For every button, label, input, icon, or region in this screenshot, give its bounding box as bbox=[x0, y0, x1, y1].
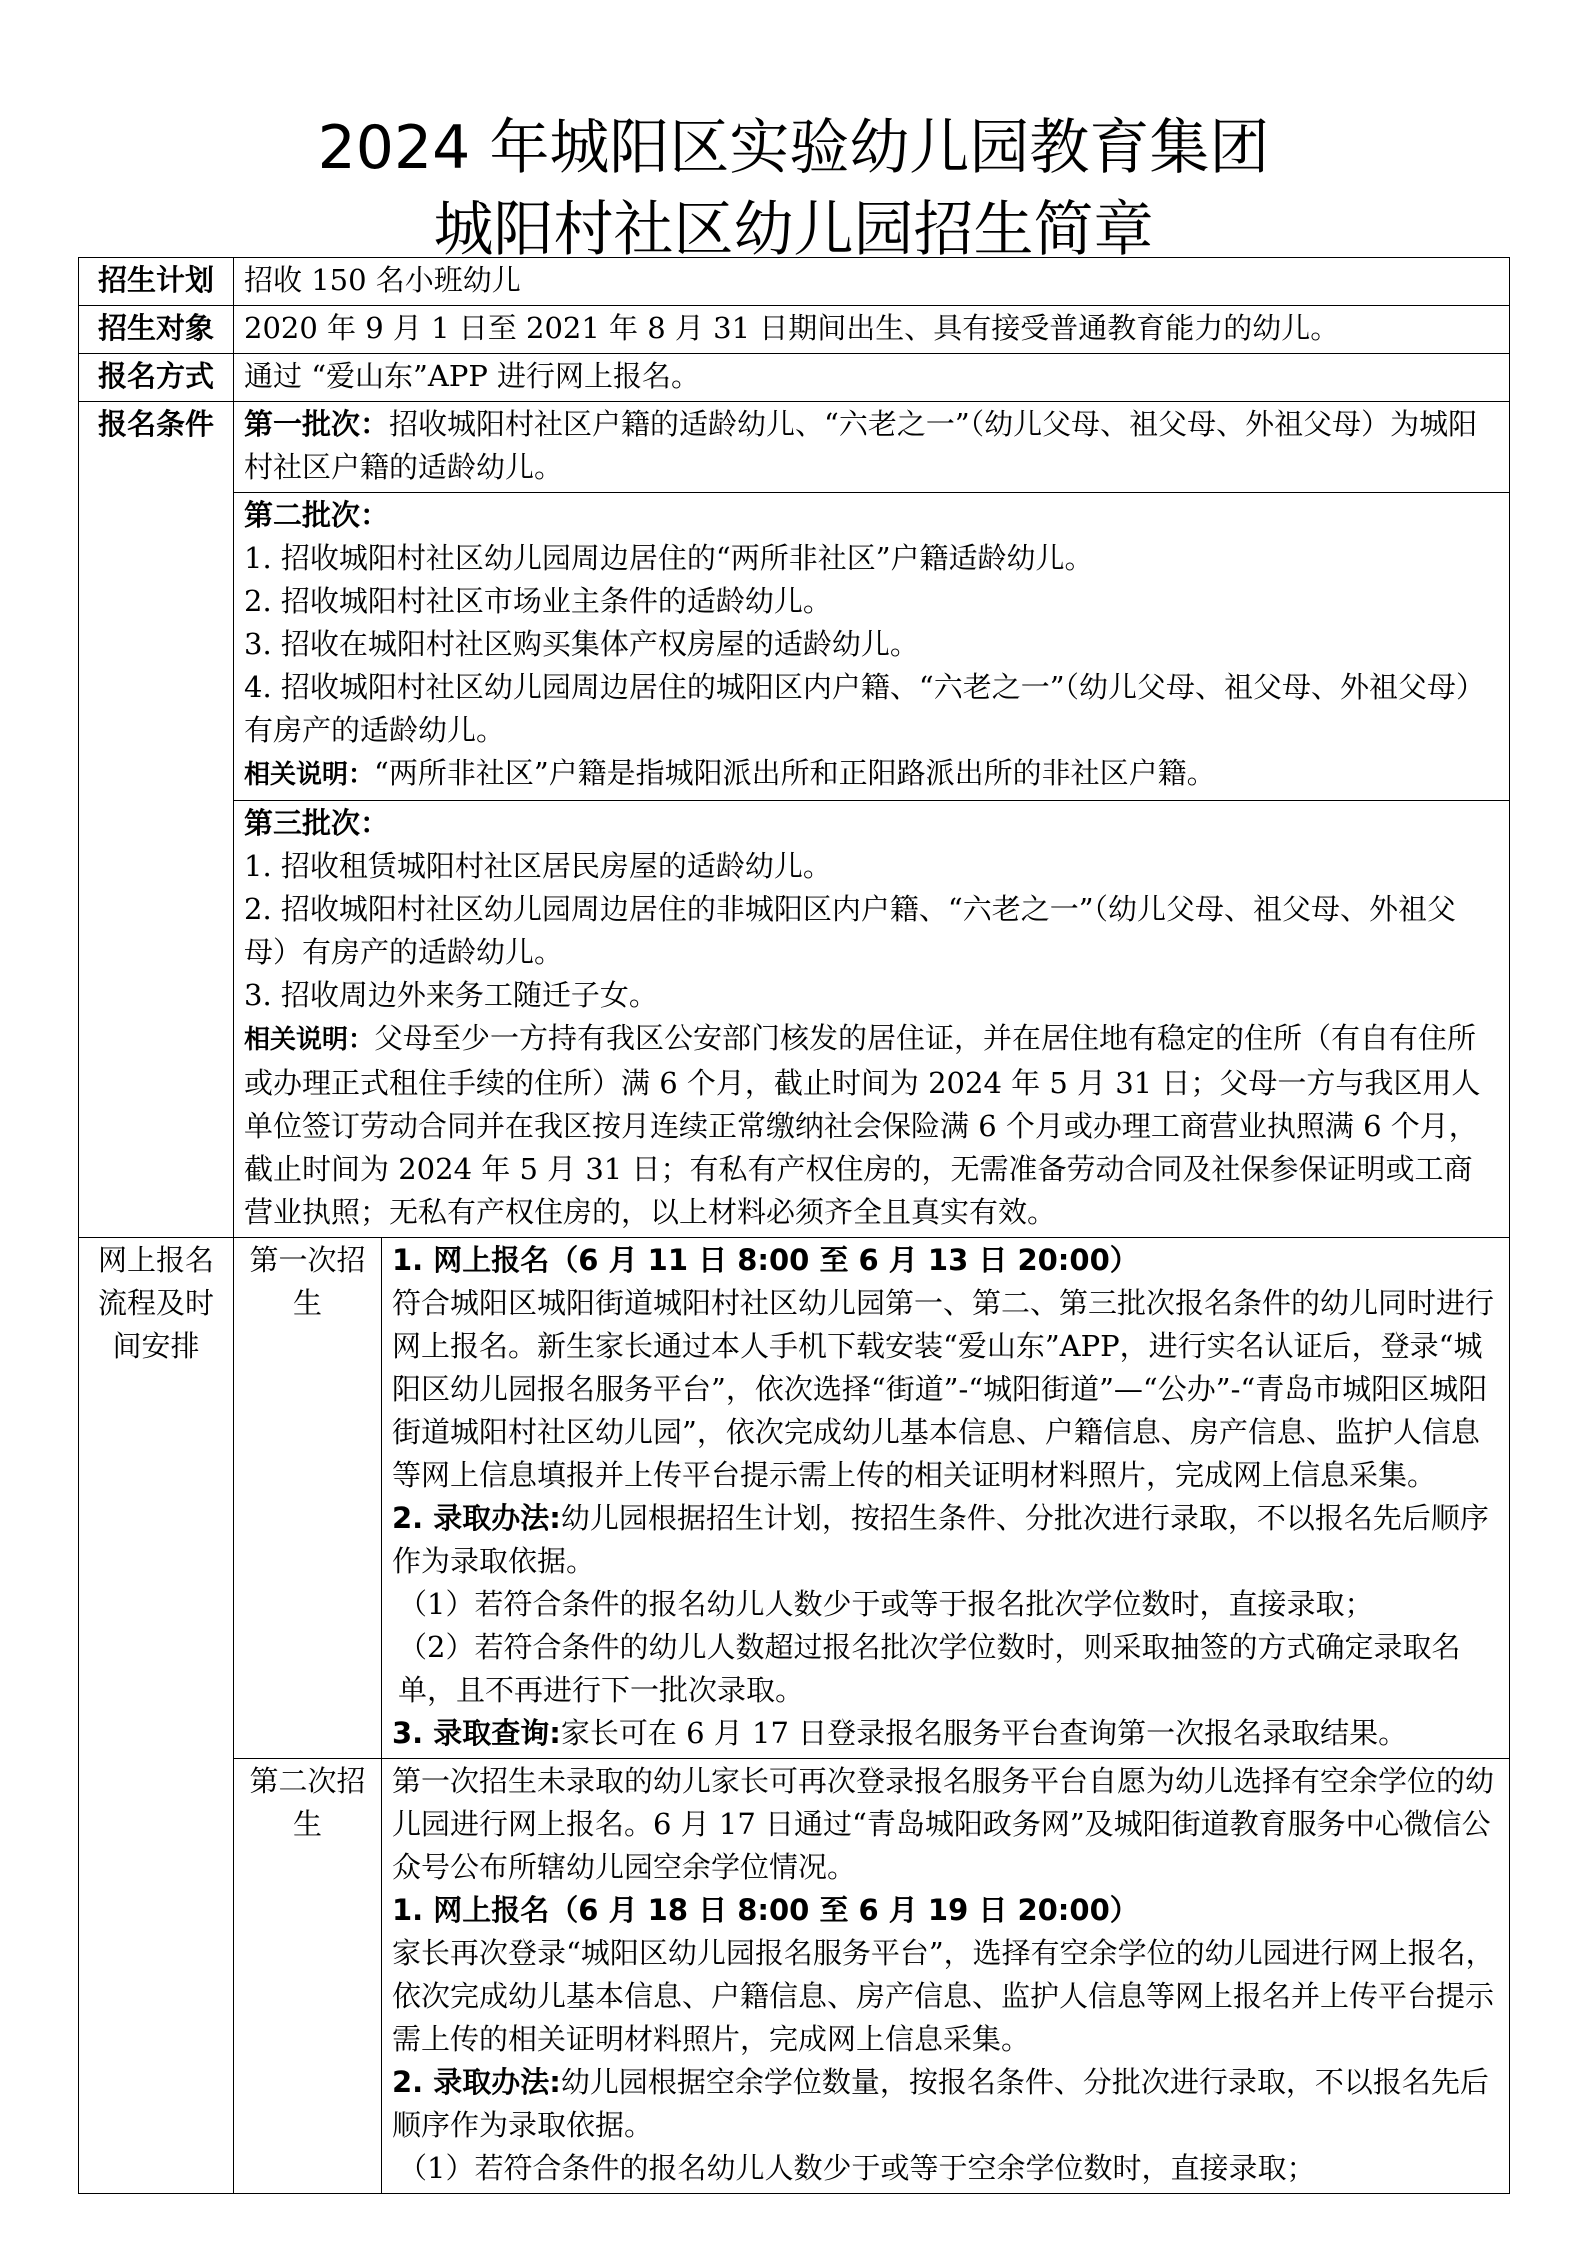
batch2-item: 2. 招收城阳村社区市场业主条件的适龄幼儿。 bbox=[244, 584, 832, 618]
row-batch1 bbox=[79, 402, 1510, 493]
batch2-heading: 第二批次： bbox=[244, 498, 390, 532]
batch2-note: “两所非社区”户籍是指城阳派出所和正阳路派出所的非社区户籍。 bbox=[374, 756, 1216, 790]
second-step1-text: 家长再次登录“城阳区幼儿园报名服务平台”，选择有空余学位的幼儿园进行网上报名，依次完成幼儿基本信息、户籍信息、房产信息、监护人信息等网上报名并上传平台提示需上传的相关证明材料照片，完成网上信息采集。 bbox=[392, 1936, 1495, 2056]
first-enrollment-label: 第一次招生 bbox=[234, 1238, 382, 1759]
row-method bbox=[79, 354, 1510, 402]
batch2-cell bbox=[234, 493, 1510, 801]
batch3-heading: 第三批次： bbox=[244, 806, 390, 840]
row-second-enrollment bbox=[79, 1759, 1510, 2194]
second-step2-text: 幼儿园根据空余学位数量，按报名条件、分批次进行录取，不以报名先后顺序作为录取依据。 bbox=[392, 2065, 1489, 2142]
batch2-note-label: 相关说明： bbox=[244, 760, 375, 790]
conditions-label: 报名条件 bbox=[79, 402, 234, 1238]
method-label: 报名方式 bbox=[79, 354, 234, 402]
plan-text: 招收 150 名小班幼儿 bbox=[234, 258, 1510, 306]
batch3-cell bbox=[234, 801, 1510, 1238]
batch3-item: 3. 招收周边外来务工随迁子女。 bbox=[244, 978, 658, 1012]
row-first-enrollment bbox=[79, 1238, 1510, 1759]
document-title-line1: 2024 年城阳区实验幼儿园教育集团 bbox=[317, 113, 1270, 183]
batch1-heading: 第一批次： bbox=[244, 407, 390, 441]
first-step2-text: 幼儿园根据招生计划，按招生条件、分批次进行录取，不以报名先后顺序作为录取依据。 bbox=[392, 1501, 1489, 1578]
admission-table bbox=[78, 257, 1510, 2194]
batch2-item: 4. 招收城阳村社区幼儿园周边居住的城阳区内户籍、“六老之一”（幼儿父母、祖父母、外祖父母）有房产的适龄幼儿。 bbox=[244, 670, 1486, 747]
first-step2-item2: （2）若符合条件的幼儿人数超过报名批次学位数时，则采取抽签的方式确定录取名单，且不再进行下一批次录取。 bbox=[398, 1630, 1461, 1707]
first-enrollment-cell bbox=[382, 1238, 1510, 1759]
batch1-cell bbox=[234, 402, 1510, 493]
row-batch3 bbox=[79, 801, 1510, 1238]
batch3-note: 父母至少一方持有我区公安部门核发的居住证，并在居住地有稳定的住所（有自有住所或办理正式租住手续的住所）满 6 个月，截止时间为 2024 年 5 月 31 日；父母一方与我区用人单位签订劳动合同并在我区按月连续正常缴纳社会保险满 6 个月或办理工商营业执照满 6 个月，截止时间为 2024 年 5 月 31 日；有私有产权住房的，无需准备劳动合同及社保参保证明或工商营业执照；无私有产权住房的，以上材料必须齐全且真实有效。 bbox=[244, 1021, 1481, 1229]
document-title-line2: 城阳村社区幼儿园招生简章 bbox=[433, 195, 1154, 265]
second-enrollment-cell bbox=[382, 1759, 1510, 2194]
row-batch2 bbox=[79, 493, 1510, 801]
batch2-item: 3. 招收在城阳村社区购买集体产权房屋的适龄幼儿。 bbox=[244, 627, 919, 661]
first-step2-item1: （1）若符合条件的报名幼儿人数少于或等于报名批次学位数时，直接录取； bbox=[398, 1587, 1374, 1621]
first-step3-text: 家长可在 6 月 17 日登录报名服务平台查询第一次报名录取结果。 bbox=[560, 1716, 1408, 1750]
plan-label: 招生计划 bbox=[79, 258, 234, 306]
target-text: 2020 年 9 月 1 日至 2021 年 8 月 31 日期间出生、具有接受普通教育能力的幼儿。 bbox=[234, 306, 1510, 354]
batch3-item: 2. 招收城阳村社区幼儿园周边居住的非城阳区内户籍、“六老之一”（幼儿父母、祖父母、外祖父母）有房产的适龄幼儿。 bbox=[244, 892, 1457, 969]
batch1-text: 招收城阳村社区户籍的适龄幼儿、“六老之一”（幼儿父母、祖父母、外祖父母）为城阳村社区户籍的适龄幼儿。 bbox=[244, 407, 1478, 484]
second-step2-label: 2. 录取办法: bbox=[392, 2065, 561, 2099]
first-step3-label: 3. 录取查询: bbox=[392, 1716, 561, 1750]
second-step2-item1: （1）若符合条件的报名幼儿人数少于或等于空余学位数时，直接录取； bbox=[398, 2151, 1316, 2185]
second-intro: 第一次招生未录取的幼儿家长可再次登录报名服务平台自愿为幼儿选择有空余学位的幼儿园进行网上报名。6 月 17 日通过“青岛城阳政务网”及城阳街道教育服务中心微信公众号公布所辖幼儿园空余学位情况。 bbox=[392, 1764, 1495, 1884]
first-step2-label: 2. 录取办法: bbox=[392, 1501, 561, 1535]
row-target bbox=[79, 306, 1510, 354]
first-step1-text: 符合城阳区城阳街道城阳村社区幼儿园第一、第二、第三批次报名条件的幼儿同时进行网上报名。新生家长通过本人手机下载安装“爱山东”APP，进行实名认证后，登录“城阳区幼儿园报名服务平台”，依次选择“街道”-“城阳街道”—“公办”-“青岛市城阳区城阳街道城阳村社区幼儿园”，依次完成幼儿基本信息、户籍信息、房产信息、监护人信息等网上信息填报并上传平台提示需上传的相关证明材料照片，完成网上信息采集。 bbox=[392, 1286, 1495, 1492]
batch3-item: 1. 招收租赁城阳村社区居民房屋的适龄幼儿。 bbox=[244, 849, 832, 883]
batch3-note-label: 相关说明： bbox=[244, 1025, 375, 1055]
target-label: 招生对象 bbox=[79, 306, 234, 354]
method-text: 通过 “爱山东”APP 进行网上报名。 bbox=[234, 354, 1510, 402]
second-enrollment-label: 第二次招生 bbox=[234, 1759, 382, 2194]
first-step1-heading: 1. 网上报名（6 月 11 日 8:00 至 6 月 13 日 20:00） bbox=[392, 1243, 1139, 1277]
batch2-item: 1. 招收城阳村社区幼儿园周边居住的“两所非社区”户籍适龄幼儿。 bbox=[244, 541, 1094, 575]
row-plan bbox=[79, 258, 1510, 306]
second-step1-heading: 1. 网上报名（6 月 18 日 8:00 至 6 月 19 日 20:00） bbox=[392, 1893, 1139, 1927]
process-label: 网上报名流程及时间安排 bbox=[79, 1238, 234, 2194]
